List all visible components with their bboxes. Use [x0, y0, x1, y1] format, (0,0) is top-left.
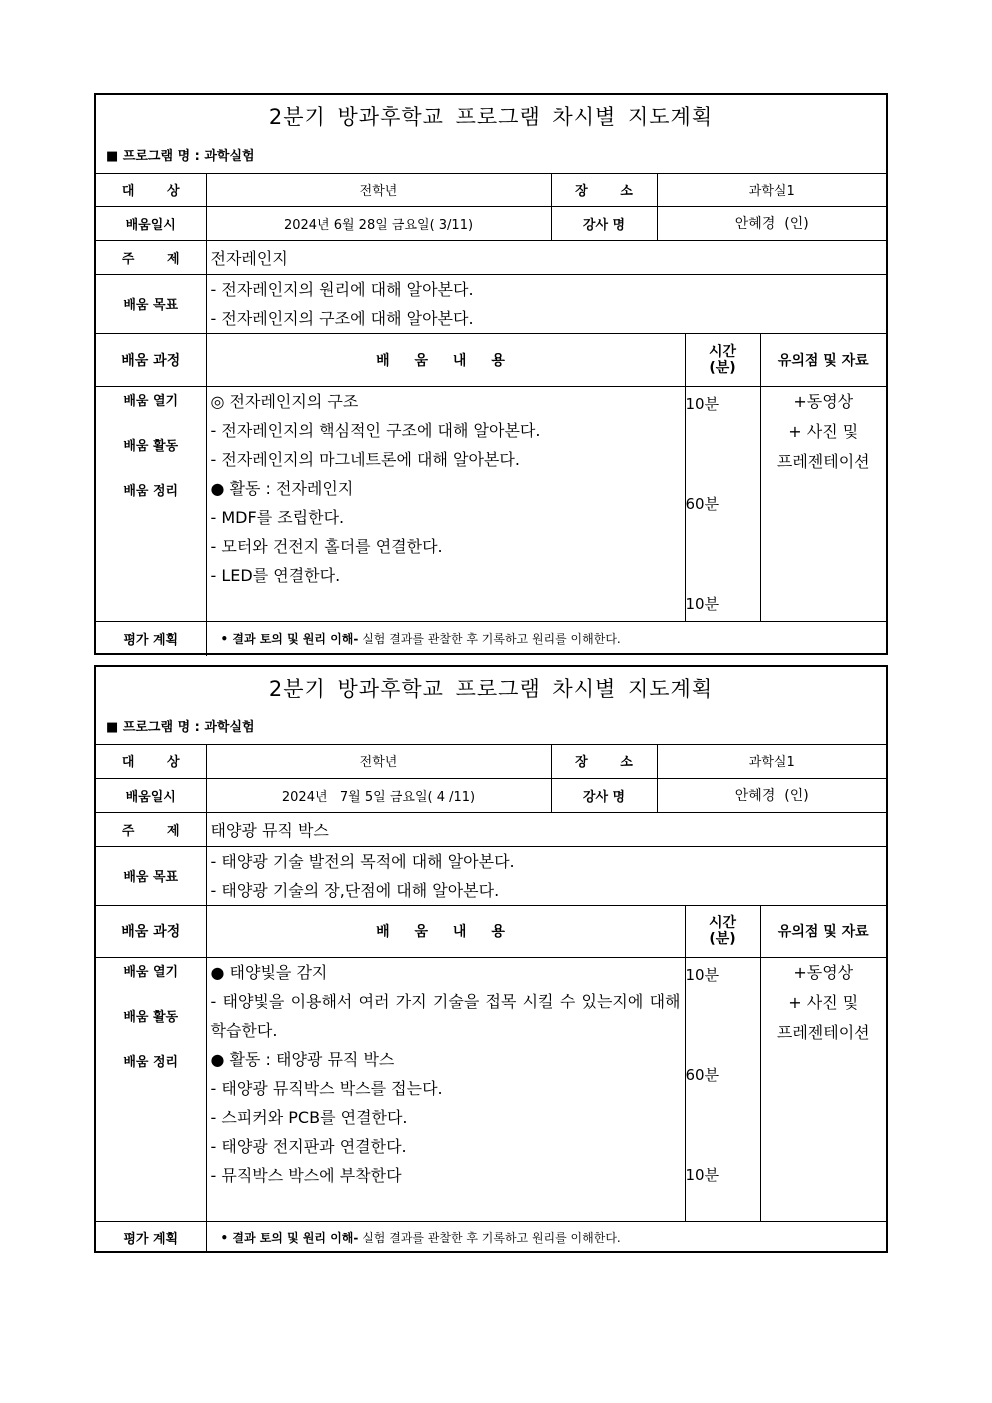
- lesson-content: [206, 386, 685, 621]
- time-activity: 60분: [685, 1065, 720, 1084]
- time-header: 시간 (분): [685, 333, 760, 386]
- plan-table: [96, 173, 886, 656]
- materials: [760, 957, 886, 1221]
- content-header: 배 움 내 용: [206, 333, 685, 386]
- step-open: 배움 열기: [123, 964, 179, 980]
- content-line: - 모터와 건전지 홀더를 연결한다.: [210, 536, 443, 556]
- goal-label: 배움 목표: [96, 846, 206, 905]
- step-activity: 배움 활동: [123, 438, 179, 454]
- instructor-value: 안혜경 (인): [657, 778, 886, 812]
- eval-value: [206, 621, 886, 656]
- materials: [760, 386, 886, 621]
- eval-text: 실험 결과를 관찰한 후 기록하고 원리를 이해한다.: [358, 632, 621, 647]
- target-value: 전학년: [206, 173, 551, 206]
- goal-label: 배움 목표: [96, 274, 206, 333]
- content-line: - 태양광 전지판과 연결한다.: [210, 1136, 407, 1156]
- title-area: [96, 667, 886, 745]
- target-label: 대 상: [96, 173, 206, 206]
- instructor-label: 강사 명: [551, 778, 657, 812]
- eval-label: 평가 계획: [96, 621, 206, 656]
- step-activity: 배움 활동: [123, 1009, 179, 1025]
- step-open: 배움 열기: [123, 393, 179, 409]
- lesson-content: [206, 957, 685, 1221]
- content-line: - 전자레인지의 핵심적인 구조에 대해 알아본다.: [210, 420, 541, 440]
- material-item: 프레젠테이션: [776, 1022, 870, 1042]
- eval-keyword: • 결과 토의 및 원리 이해-: [220, 1230, 359, 1245]
- content-header: 배 움 내 용: [206, 905, 685, 957]
- goal-item: - 태양광 기술 발전의 목적에 대해 알아본다.: [210, 851, 515, 871]
- place-value: 과학실1: [657, 173, 886, 206]
- lesson-plan-1: [94, 93, 888, 655]
- eval-value: [206, 1221, 886, 1253]
- time-header: 시간 (분): [685, 905, 760, 957]
- step-close: 배움 정리: [123, 483, 179, 499]
- place-value: 과학실1: [657, 744, 886, 778]
- target-label: 대 상: [96, 744, 206, 778]
- content-line: - LED를 연결한다.: [210, 565, 341, 585]
- topic-value: 전자레인지: [206, 240, 886, 274]
- program-name: ■ 프로그램 명 : 과학실험: [106, 149, 255, 164]
- time-close: 10분: [685, 1165, 720, 1184]
- topic-label: 주 제: [96, 240, 206, 274]
- content-line: - MDF를 조립한다.: [210, 507, 345, 527]
- content-line: ● 태양빛을 감지: [210, 962, 328, 982]
- lesson-plan-2: [94, 665, 888, 1253]
- eval-text: 실험 결과를 관찰한 후 기록하고 원리를 이해한다.: [358, 1230, 621, 1245]
- content-line: - 스피커와 PCB를 연결한다.: [210, 1107, 408, 1127]
- time-activity: 60분: [685, 494, 720, 513]
- place-label: 장 소: [551, 173, 657, 206]
- topic-value: 태양광 뮤직 박스: [206, 812, 886, 846]
- program-name: ■ 프로그램 명 : 과학실험: [106, 720, 255, 735]
- eval-label: 평가 계획: [96, 1221, 206, 1253]
- time-close: 10분: [685, 594, 720, 613]
- content-line: - 태양광 뮤직박스 박스를 접는다.: [210, 1078, 443, 1098]
- instructor-label: 강사 명: [551, 206, 657, 240]
- place-label: 장 소: [551, 744, 657, 778]
- plan-title: 2분기 방과후학교 프로그램 차시별 지도계획: [268, 677, 714, 701]
- time-open: 10분: [685, 965, 720, 984]
- plan-table: [96, 744, 886, 1253]
- title-area: [96, 95, 886, 174]
- material-item: + 사진 및: [788, 992, 859, 1012]
- time-open: 10분: [685, 394, 720, 413]
- goal-list: [206, 274, 886, 333]
- eval-keyword: • 결과 토의 및 원리 이해-: [220, 632, 359, 647]
- topic-label: 주 제: [96, 812, 206, 846]
- goal-item: - 태양광 기술의 장,단점에 대해 알아본다.: [210, 880, 500, 900]
- goal-item: - 전자레인지의 원리에 대해 알아본다.: [210, 279, 474, 299]
- time-allocation: [685, 386, 760, 621]
- content-paragraph: - 태양빛을 이용해서 여러 가지 기술을 접목 시킬 수 있는지에 대해 학습한다.: [210, 991, 681, 1040]
- process-label: 배움 과정: [96, 905, 206, 957]
- plan-title: 2분기 방과후학교 프로그램 차시별 지도계획: [268, 105, 714, 129]
- date-value: 2024년 7월 5일 금요일( 4 /11): [206, 778, 551, 812]
- instructor-value: 안혜경 (인): [657, 206, 886, 240]
- date-label: 배움일시: [96, 206, 206, 240]
- content-line: ● 활동 : 태양광 뮤직 박스: [210, 1049, 395, 1069]
- date-value: 2024년 6월 28일 금요일( 3/11): [206, 206, 551, 240]
- material-item: 프레젠테이션: [776, 451, 870, 471]
- process-steps: [96, 957, 206, 1221]
- content-line: ● 활동 : 전자레인지: [210, 478, 354, 498]
- goal-list: [206, 846, 886, 905]
- material-item: +동영상: [793, 962, 854, 982]
- materials-header: 유의점 및 자료: [760, 333, 886, 386]
- content-line: - 전자레인지의 마그네트론에 대해 알아본다.: [210, 449, 520, 469]
- time-allocation: [685, 957, 760, 1221]
- content-line: - 뮤직박스 박스에 부착한다: [210, 1165, 402, 1185]
- material-item: +동영상: [793, 391, 854, 411]
- goal-item: - 전자레인지의 구조에 대해 알아본다.: [210, 308, 474, 328]
- material-item: + 사진 및: [788, 421, 859, 441]
- process-steps: [96, 386, 206, 621]
- materials-header: 유의점 및 자료: [760, 905, 886, 957]
- step-close: 배움 정리: [123, 1054, 179, 1070]
- process-label: 배움 과정: [96, 333, 206, 386]
- target-value: 전학년: [206, 744, 551, 778]
- date-label: 배움일시: [96, 778, 206, 812]
- content-line: ◎ 전자레인지의 구조: [210, 391, 359, 411]
